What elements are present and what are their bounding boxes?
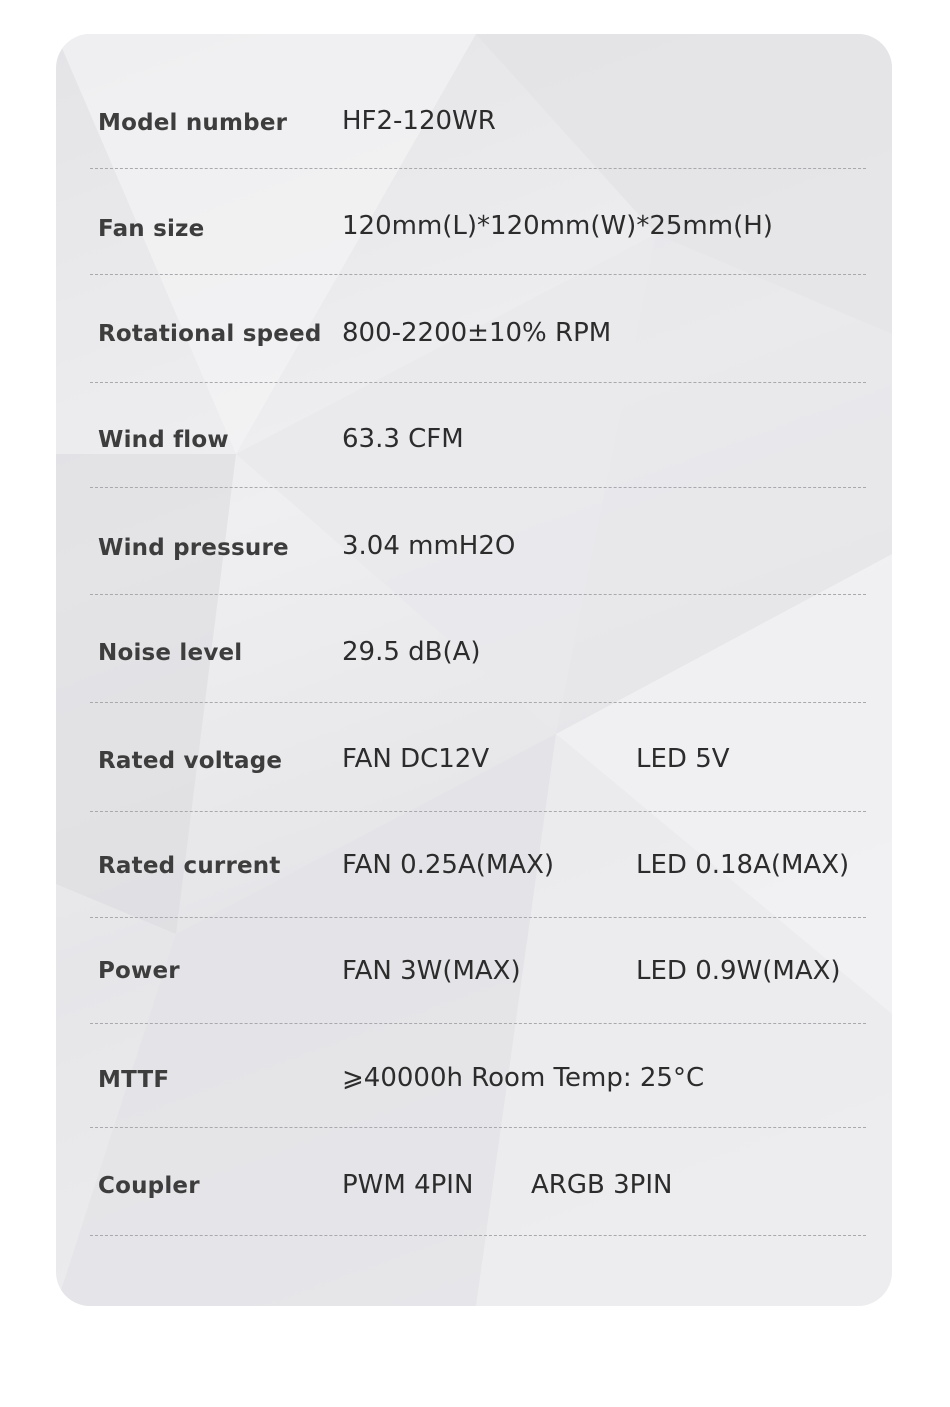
dashed-divider (90, 487, 866, 488)
spec-value-secondary: LED 0.9W(MAX) (636, 956, 841, 986)
spec-value: 3.04 mmH2O (342, 531, 516, 561)
spec-label: Coupler (98, 1173, 200, 1199)
spec-value-secondary: LED 5V (636, 744, 730, 774)
dashed-divider (90, 917, 866, 918)
spec-value: 63.3 CFM (342, 424, 464, 454)
spec-label: Power (98, 958, 180, 984)
spec-value-secondary: LED 0.18A(MAX) (636, 850, 850, 880)
spec-value-secondary: ARGB 3PIN (531, 1170, 673, 1200)
spec-label: Rated voltage (98, 748, 283, 774)
spec-value: FAN 3W(MAX) (342, 956, 521, 986)
spec-value: HF2-120WR (342, 106, 496, 136)
dashed-divider (90, 1127, 866, 1128)
spec-label: Rotational speed (98, 321, 322, 347)
spec-value: 29.5 dB(A) (342, 637, 481, 667)
spec-value: FAN DC12V (342, 744, 490, 774)
spec-value: PWM 4PIN (342, 1170, 474, 1200)
spec-value: 800-2200±10% RPM (342, 318, 612, 348)
spec-value: 120mm(L)*120mm(W)*25mm(H) (342, 211, 773, 241)
dashed-divider (90, 811, 866, 812)
dashed-divider (90, 168, 866, 169)
spec-value: ⩾40000h Room Temp: 25°C (342, 1063, 705, 1093)
spec-value: FAN 0.25A(MAX) (342, 850, 555, 880)
spec-label: Fan size (98, 216, 205, 242)
dashed-divider (90, 594, 866, 595)
spec-label: Model number (98, 110, 288, 136)
dashed-divider (90, 382, 866, 383)
dashed-divider (90, 1023, 866, 1024)
dashed-divider (90, 702, 866, 703)
spec-label: Noise level (98, 640, 243, 666)
spec-label: Rated current (98, 853, 281, 879)
spec-panel (56, 34, 892, 1306)
dashed-divider (90, 274, 866, 275)
dashed-divider (90, 1235, 866, 1236)
spec-label: MTTF (98, 1067, 170, 1093)
spec-label: Wind flow (98, 427, 229, 453)
spec-label: Wind pressure (98, 535, 289, 561)
